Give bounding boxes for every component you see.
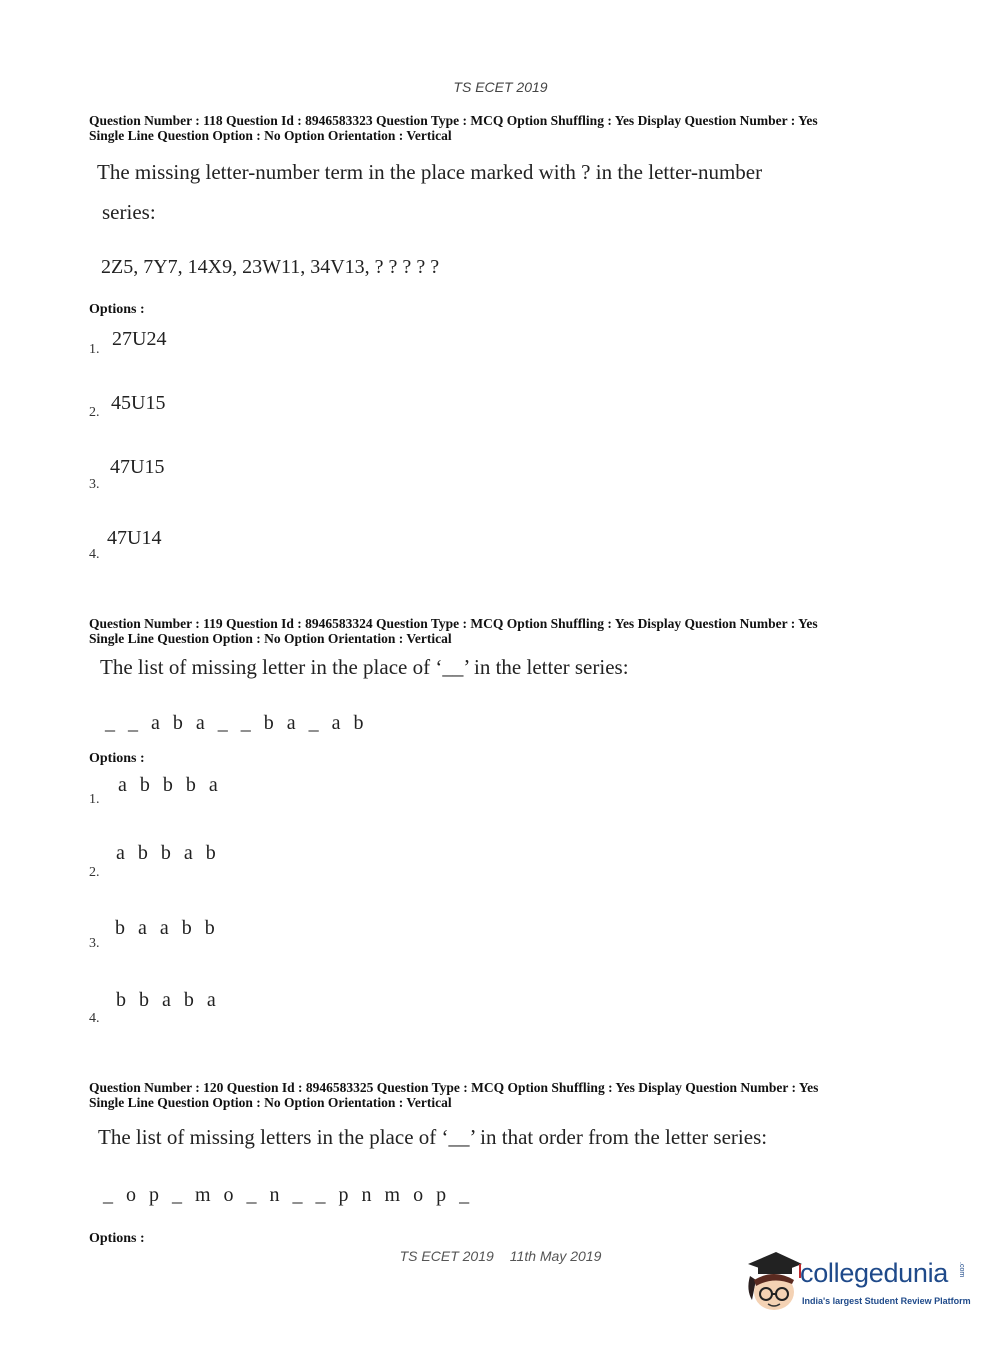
logo-suffix: .com	[958, 1262, 965, 1278]
question-120-meta-line1: Question Number : 120 Question Id : 8946583325 Question Type : MCQ Option Shuffling : Yes Display Question Number : Yes	[89, 1080, 819, 1095]
question-120-series: _ o p _ m o _ n _ _ p n m o p _	[103, 1184, 474, 1206]
q118-option-2-number: 2.	[89, 405, 100, 420]
q119-option-4-value[interactable]: b b a b a	[116, 989, 220, 1011]
footer-exam: TS ECET 2019	[399, 1248, 494, 1264]
question-118-options-label: Options :	[89, 302, 145, 317]
q118-option-2-value[interactable]: 45U15	[111, 392, 166, 414]
mascot-icon	[742, 1250, 802, 1322]
q118-option-1-value[interactable]: 27U24	[112, 328, 167, 350]
question-120-meta-line2: Single Line Question Option : No Option Orientation : Vertical	[89, 1095, 452, 1110]
q119-option-1-value[interactable]: a b b b a	[118, 774, 222, 796]
q118-option-4-value[interactable]: 47U14	[107, 527, 162, 549]
question-118-meta-line2: Single Line Question Option : No Option Orientation : Vertical	[89, 128, 452, 143]
question-118-text-line2: series:	[102, 200, 156, 224]
question-120-text: The list of missing letters in the place of ‘__’ in that order from the letter series:	[98, 1125, 768, 1149]
question-119-text: The list of missing letter in the place of ‘__’ in the letter series:	[100, 655, 629, 679]
question-119-options-label: Options :	[89, 751, 145, 766]
footer-date: 11th May 2019	[509, 1248, 602, 1264]
question-119-meta-line1: Question Number : 119 Question Id : 8946583324 Question Type : MCQ Option Shuffling : Yes Display Question Number : Yes	[89, 616, 818, 631]
q118-option-1-number: 1.	[89, 342, 100, 357]
q119-option-2-number: 2.	[89, 865, 100, 880]
question-120-options-label: Options :	[89, 1231, 145, 1246]
q119-option-4-number: 4.	[89, 1011, 100, 1026]
question-118-meta-line1: Question Number : 118 Question Id : 8946583323 Question Type : MCQ Option Shuffling : Yes Display Question Number : Yes	[89, 113, 818, 128]
q119-option-3-number: 3.	[89, 936, 100, 951]
question-119-meta-line2: Single Line Question Option : No Option Orientation : Vertical	[89, 631, 452, 646]
question-118-text-line1: The missing letter-number term in the place marked with ? in the letter-number	[97, 160, 763, 184]
logo-tagline: India's largest Student Review Platform	[802, 1296, 971, 1306]
q119-option-2-value[interactable]: a b b a b	[116, 842, 220, 864]
question-119-series: _ _ a b a _ _ b a _ a b	[105, 712, 368, 734]
q118-option-4-number: 4.	[89, 547, 100, 562]
collegedunia-logo[interactable]	[742, 1250, 972, 1322]
question-118-series: 2Z5, 7Y7, 14X9, 23W11, 34V13, ? ? ? ? ?	[101, 256, 440, 278]
logo-wordmark: collegedunia	[800, 1258, 949, 1288]
q119-option-3-value[interactable]: b a a b b	[115, 917, 219, 939]
q119-option-1-number: 1.	[89, 792, 100, 807]
q118-option-3-value[interactable]: 47U15	[110, 456, 165, 478]
page-header: TS ECET 2019	[453, 79, 548, 95]
q118-option-3-number: 3.	[89, 477, 100, 492]
